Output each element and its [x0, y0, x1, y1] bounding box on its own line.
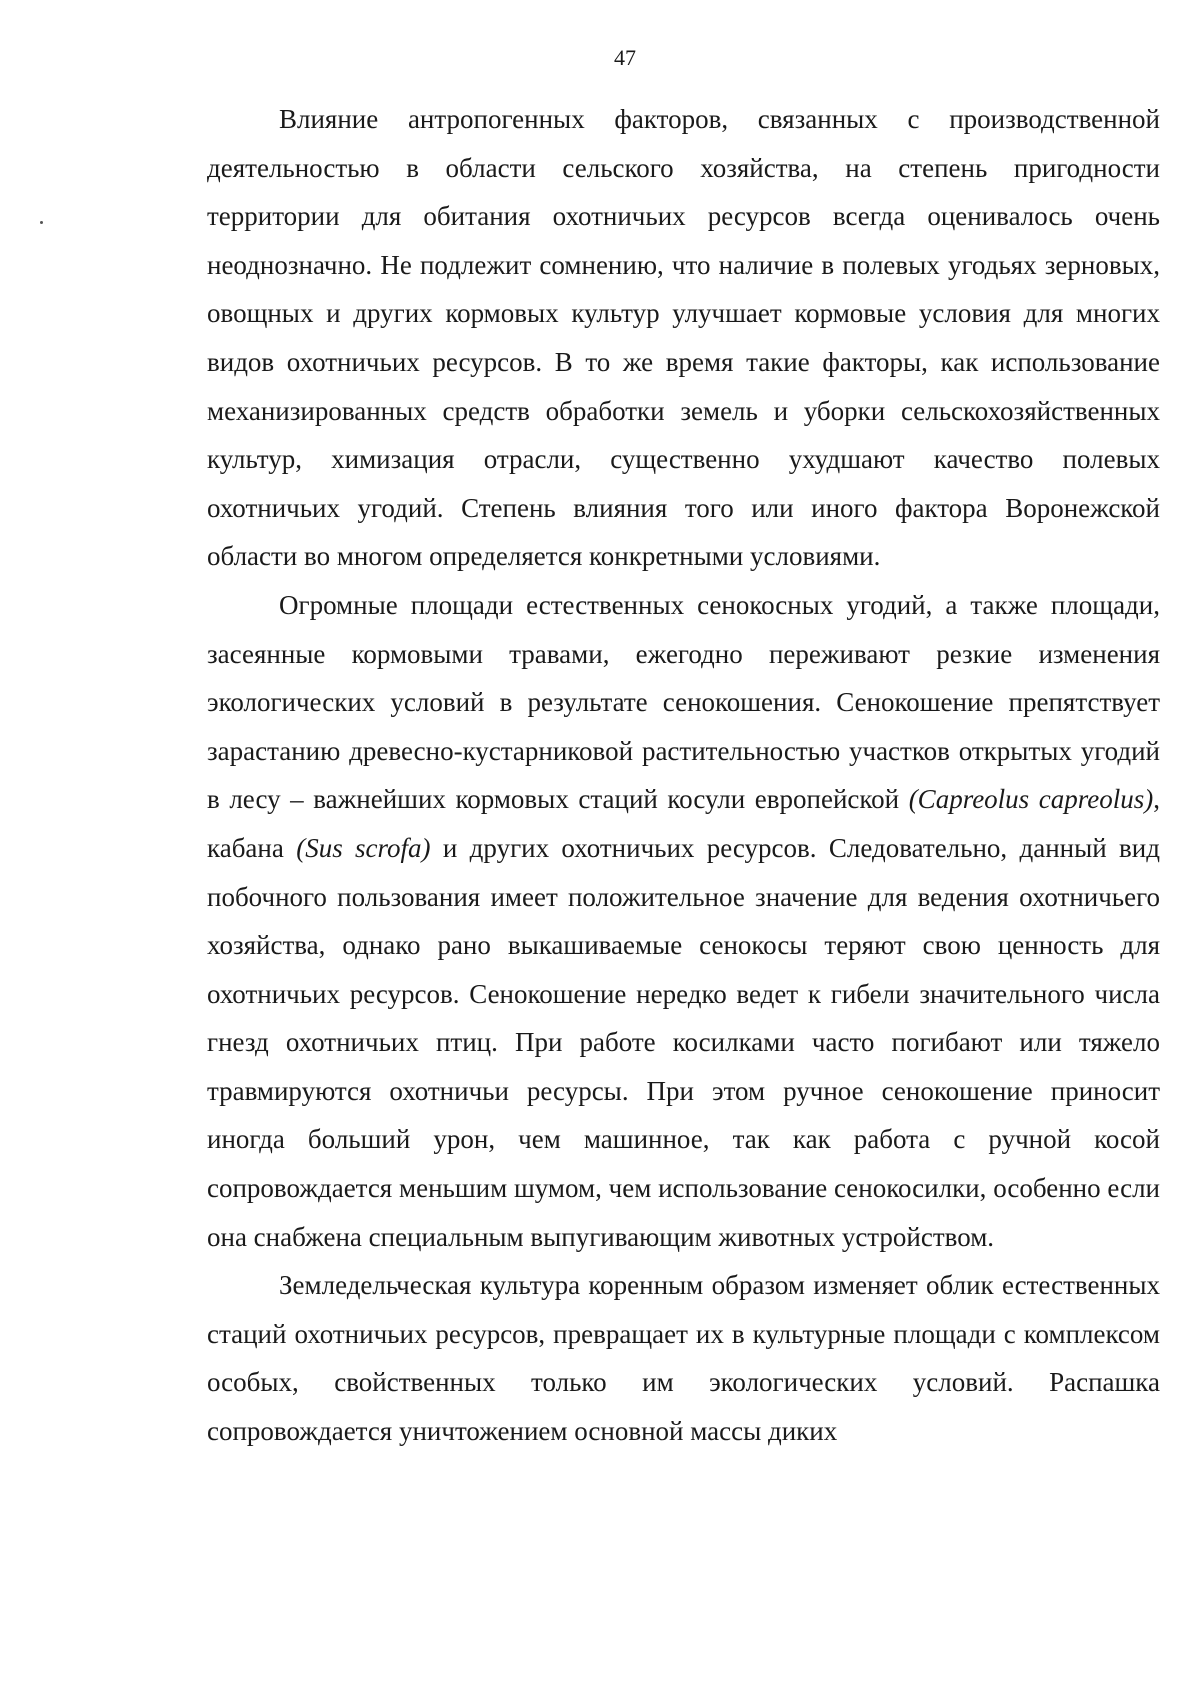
text-segment: Земледельческая культура коренным образом изменяет облик естественных стаций охотничьих ресурсов, превращает их в культурные площади с комплексом особых, свойственных только им экологических условий. Распашка сопровождается уничтожением основной массы диких: [207, 1270, 1160, 1447]
margin-speck: [40, 221, 43, 224]
body-text: [207, 95, 1160, 1456]
text-segment: Влияние антропогенных факторов, связанных с производственной деятельностью в области сельского хозяйства, на степень пригодности территории для обитания охотничьих ресурсов всегда оценивалось очень неоднозначно. Не подлежит сомнению, что наличие в полевых угодьях зерновых, овощных и других кормовых культур улучшает кормовые условия для многих видов охотничьих ресурсов. В то же время такие факторы, как использование механизированных средств обработки земель и уборки сельскохозяйственных культур, химизация отрасли, существенно ухудшают качество полевых охотничьих угодий. Степень влияния того или иного фактора Воронежской области во многом определяется конкретными условиями.: [207, 104, 1160, 572]
text-segment: , кабана: [207, 784, 1160, 863]
text-segment: Огромные площади естественных сенокосных угодий, а также площади, засеянные кормовыми травами, ежегодно переживают резкие изменения экологических условий в результате сенокошения. Сенокошение препятствует зарастанию древесно-кустарниковой растительностью участков открытых угодий в лесу – важнейших кормовых стаций косули европейской: [207, 589, 1160, 815]
paragraph-haymaking: [207, 581, 1160, 1261]
latin-name-roe-deer: (Capreolus capreolus): [908, 784, 1154, 815]
paragraph-farming-culture: [207, 1261, 1160, 1455]
text-segment: и других охотничьих ресурсов. Следовательно, данный вид побочного пользования имеет положительное значение для ведения охотничьего хозяйства, однако рано выкашиваемые сенокосы теряют свою ценность для охотничьих ресурсов. Сенокошение нередко ведет к гибели значительного числа гнезд охотничьих птиц. При работе косилками часто погибают или тяжело травмируются охотничьи ресурсы. При этом ручное сенокошение приносит иногда больший урон, чем машинное, так как работа с ручной косой сопровождается меньшим шумом, чем использование сенокосилки, особенно если она снабжена специальным выпугивающим животных устройством.: [207, 832, 1160, 1252]
page-number: 47: [614, 45, 636, 70]
paragraph-agriculture-factors: [207, 95, 1160, 581]
latin-name-wild-boar: (Sus scrofa): [296, 832, 431, 863]
